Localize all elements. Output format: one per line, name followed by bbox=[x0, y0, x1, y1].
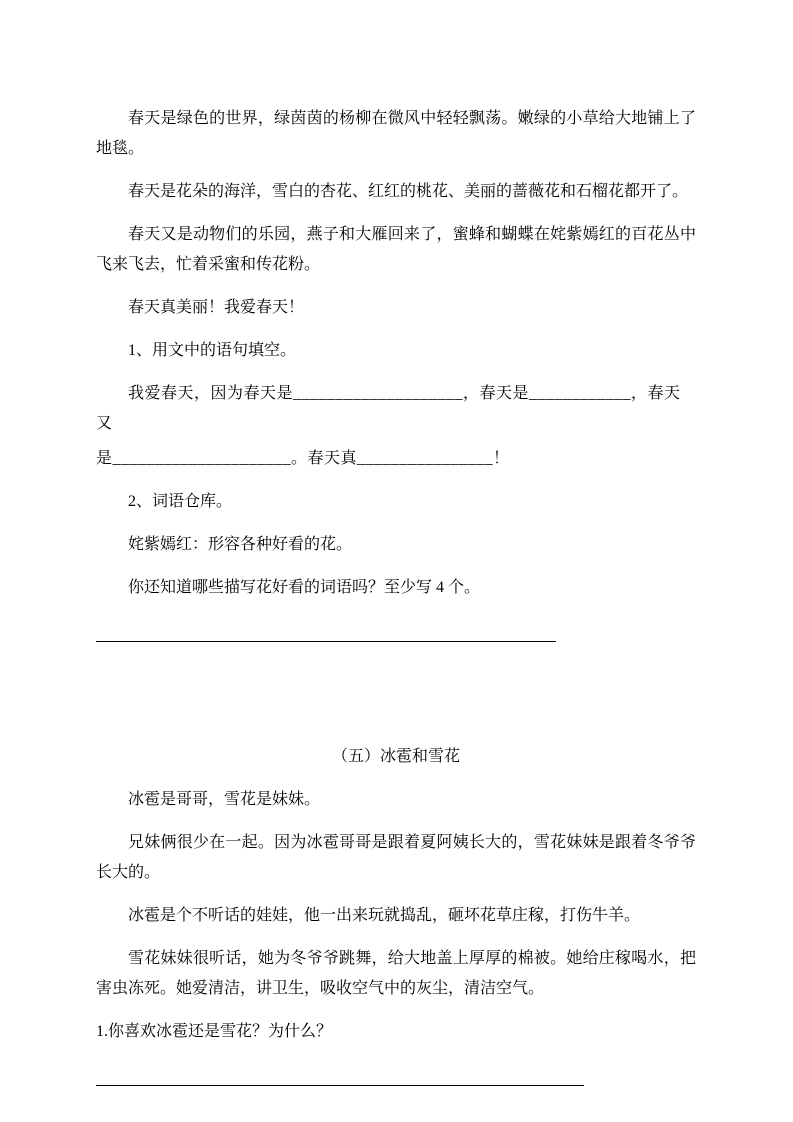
passage-paragraph: 春天是绿色的世界，绿茵茵的杨柳在微风中轻轻飘荡。嫩绿的小草给大地铺上了地毯。 bbox=[96, 110, 696, 157]
question-2-prompt: 你还知道哪些描写花好看的词语吗？至少写 4 个。 bbox=[128, 579, 481, 596]
section-title: （五）冰雹和雪花 bbox=[331, 748, 460, 765]
passage-paragraph: 兄妹俩很少在一起。因为冰雹哥哥是跟着夏阿姨长大的，雪花妹妹是跟着冬爷爷长大的。 bbox=[96, 834, 696, 881]
question-2-label: 2、词语仓库。 bbox=[128, 493, 233, 510]
question-1-label: 1、用文中的语句填空。 bbox=[128, 342, 297, 359]
passage-paragraph: 冰雹是个不听话的娃娃，他一出来玩就捣乱，砸坏花草庄稼，打伤牛羊。 bbox=[128, 907, 641, 924]
passage-paragraph: 雪花妹妹很听话，她为冬爷爷跳舞，给大地盖上厚厚的棉被。她给庄稼喝水，把害虫冻死。她爱清洁，讲卫生，吸收空气中的灰尘，清洁空气。 bbox=[96, 950, 696, 997]
passage-paragraph: 春天真美丽！我爱春天！ bbox=[128, 299, 305, 316]
passage-paragraph: 春天又是动物们的乐园，燕子和大雁回来了，蜜蜂和蝴蝶在姹紫嫣红的百花丛中飞来飞去，忙着采蜜和传花粉。 bbox=[96, 226, 696, 273]
answer-blank-line bbox=[96, 616, 556, 642]
passage-paragraph: 冰雹是哥哥，雪花是妹妹。 bbox=[128, 791, 321, 808]
passage-paragraph: 春天是花朵的海洋，雪白的杏花、红红的桃花、美丽的蔷薇花和石榴花都开了。 bbox=[128, 183, 689, 200]
fill-in-blank-line: 是_____________________。春天真________________！ bbox=[96, 450, 510, 467]
question-1-label: 1.你喜欢冰雹还是雪花？为什么？ bbox=[96, 1023, 333, 1040]
word-definition: 姹紫嫣红：形容各种好看的花。 bbox=[128, 536, 353, 553]
fill-in-blank-line: 我爱春天，因为春天是____________________，春天是____________，春天又 bbox=[96, 385, 681, 432]
answer-blank-line bbox=[96, 1060, 584, 1086]
